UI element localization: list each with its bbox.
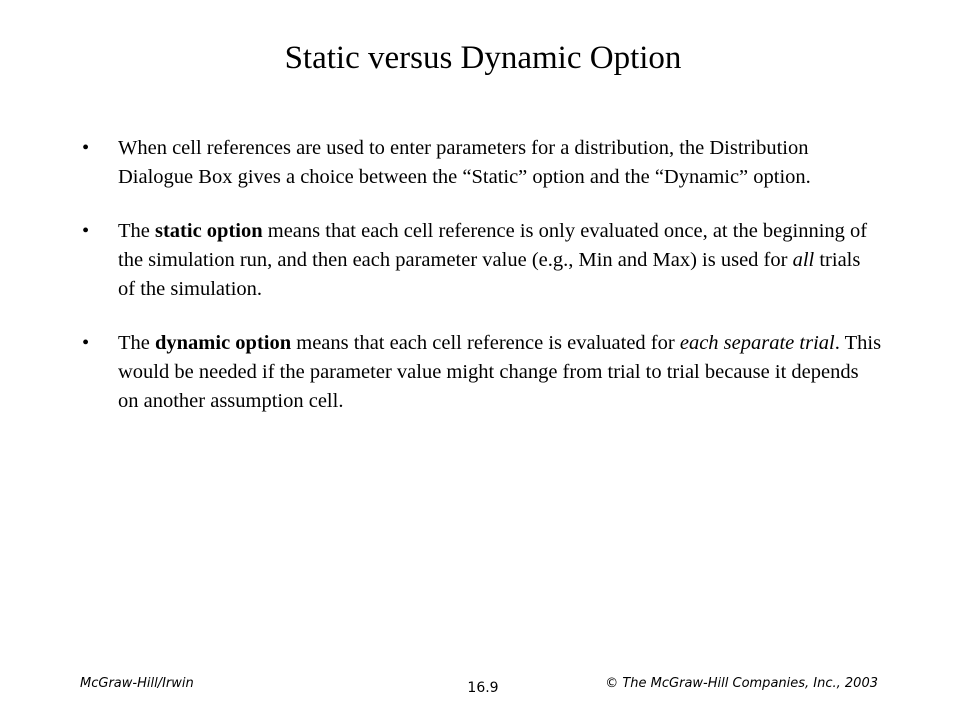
bullet-marker: • xyxy=(82,332,90,354)
footer-slide-number: 16.9 xyxy=(467,680,499,696)
italic-emphasis-each-separate-trial: each separate trial xyxy=(679,332,835,354)
bold-term-dynamic-option: dynamic option xyxy=(155,332,292,354)
bullet-item-cell-references xyxy=(82,134,882,192)
bold-term-static-option: static option xyxy=(155,220,263,242)
footer-copyright: © The McGraw-Hill Companies, Inc., 2003 xyxy=(605,676,878,691)
bullet-list xyxy=(82,134,882,441)
bullet-text-part: The xyxy=(118,220,155,242)
bullet-text-part: . This would be needed if the parameter value might change from trial to trial because it depends on another assumption cell. xyxy=(118,332,882,412)
bullet-item-static-option xyxy=(82,217,882,304)
bullet-text-part: means that each cell reference is evaluated for xyxy=(291,332,680,354)
bullet-item-dynamic-option xyxy=(82,329,882,416)
bullet-text-part: means that each cell reference is only evaluated once, at the beginning of the simulation run, and then each parameter value (e.g., Min and Max) is used for xyxy=(118,220,868,271)
bullet-text-part: The xyxy=(118,332,155,354)
bullet-text: When cell references are used to enter parameters for a distribution, the Distribution Dialogue Box gives a choice between the “Static” option and the “Dynamic” option. xyxy=(118,137,811,188)
bullet-text-part: trials of the simulation. xyxy=(118,249,861,300)
slide-title: Static versus Dynamic Option xyxy=(284,40,682,76)
bullet-marker: • xyxy=(82,220,90,242)
bullet-marker: • xyxy=(82,137,90,159)
italic-emphasis-all: all xyxy=(792,249,815,271)
footer-publisher: McGraw-Hill/Irwin xyxy=(80,676,194,691)
